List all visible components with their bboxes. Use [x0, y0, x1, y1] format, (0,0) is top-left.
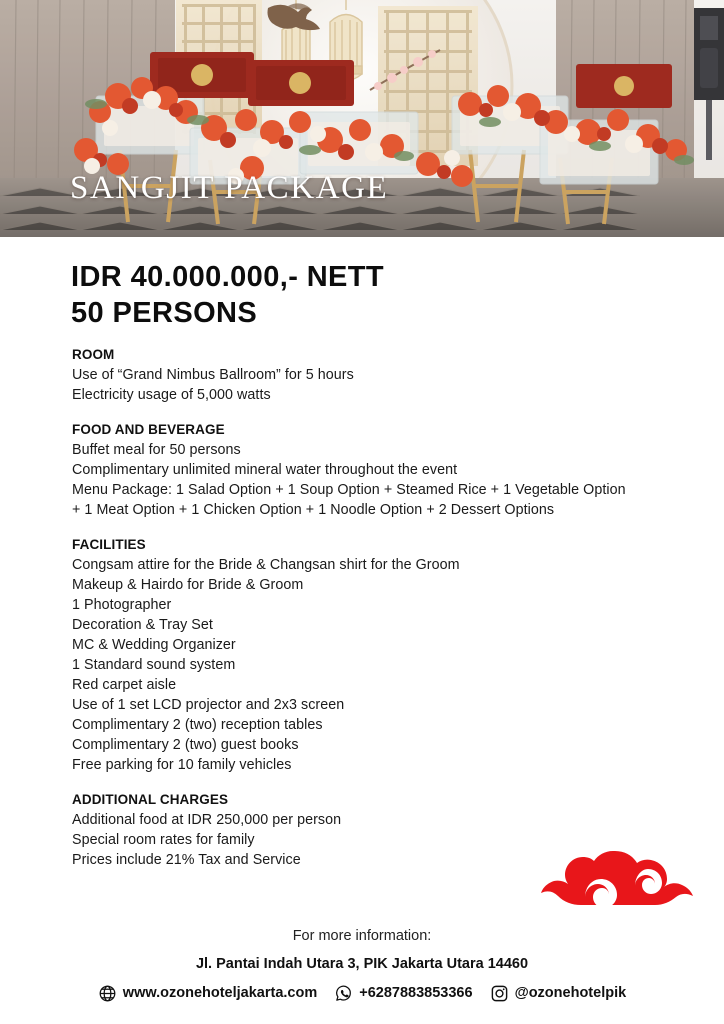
globe-icon — [98, 984, 117, 1003]
instagram-text[interactable]: @ozonehotelpik — [514, 985, 627, 1001]
section-food-and-beverage — [72, 420, 724, 520]
section-line: Electricity usage of 5,000 watts — [72, 387, 271, 403]
section-heading: ADDITIONAL CHARGES — [72, 792, 229, 807]
section-line: Decoration & Tray Set — [72, 617, 213, 633]
section-line: Special room rates for family — [72, 832, 255, 848]
website-text[interactable]: www.ozonehoteljakarta.com — [122, 985, 318, 1001]
footer-contacts — [0, 983, 724, 1003]
instagram-icon — [490, 984, 509, 1003]
section-line: Buffet meal for 50 persons — [72, 442, 241, 458]
section-line: Menu Package: 1 Salad Option + 1 Soup Option + Steamed Rice + 1 Vegetable Option — [72, 482, 626, 498]
section-line: Red carpet aisle — [72, 677, 177, 693]
chinese-cloud-icon — [530, 845, 700, 917]
section-room — [72, 345, 724, 405]
section-heading: FACILITIES — [72, 537, 146, 552]
section-heading: ROOM — [72, 347, 115, 362]
section-facilities — [72, 535, 724, 775]
package-details — [0, 237, 724, 885]
chinese-cloud-ornament — [530, 845, 700, 917]
footer-lead-text: For more information: — [292, 928, 432, 944]
section-line: Prices include 21% Tax and Service — [72, 852, 301, 868]
section-line: Complimentary 2 (two) guest books — [72, 737, 299, 753]
section-line: Congsam attire for the Bride & Changsan shirt for the Groom — [72, 557, 460, 573]
section-line: MC & Wedding Organizer — [72, 637, 236, 653]
footer — [0, 925, 724, 1003]
section-line: Use of 1 set LCD projector and 2x3 screen — [72, 697, 345, 713]
section-line: + 1 Meat Option + 1 Chicken Option + 1 Noodle Option + 2 Dessert Options — [72, 502, 555, 518]
section-line: Makeup & Hairdo for Bride & Groom — [72, 577, 304, 593]
section-heading: FOOD AND BEVERAGE — [72, 422, 225, 437]
section-line: Additional food at IDR 250,000 per person — [72, 812, 342, 828]
section-line: Complimentary unlimited mineral water throughout the event — [72, 462, 458, 478]
section-line: Complimentary 2 (two) reception tables — [72, 717, 323, 733]
section-line: 1 Standard sound system — [72, 657, 236, 673]
hero-banner — [0, 0, 724, 237]
price-persons: 50 PERSONS — [71, 297, 258, 329]
whatsapp-icon — [334, 984, 353, 1003]
section-line: Free parking for 10 family vehicles — [72, 757, 292, 773]
section-line: Use of “Grand Nimbus Ballroom” for 5 hours — [72, 367, 354, 383]
section-line: 1 Photographer — [72, 597, 172, 613]
price-amount: IDR 40.000.000,- NETT — [71, 261, 385, 293]
page-title: SANGJIT PACKAGE — [70, 170, 389, 206]
phone-text[interactable]: +6287883853366 — [359, 985, 473, 1001]
price-block — [0, 237, 724, 331]
footer-address: Jl. Pantai Indah Utara 3, PIK Jakarta Utara 14460 — [195, 956, 529, 972]
sections-list — [0, 331, 724, 870]
